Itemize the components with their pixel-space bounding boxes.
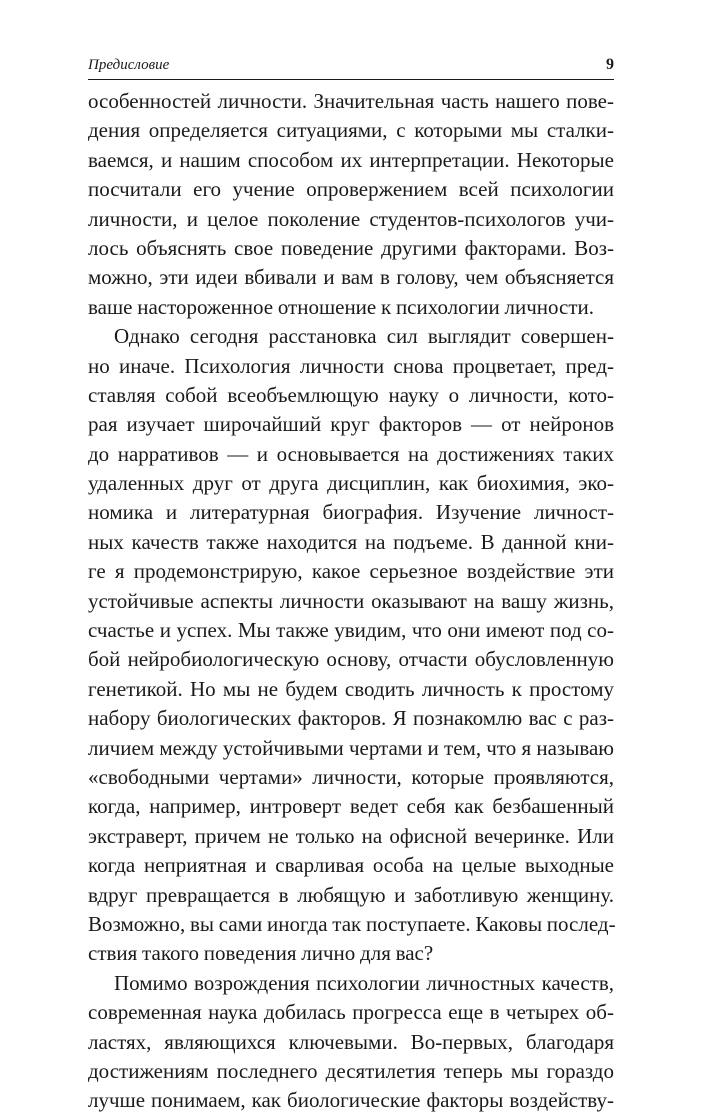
text-line: ваше настороженное отношение к психологии личности. <box>88 294 595 319</box>
text-line: Возможно, вы сами иногда так поступаете. Каковы послед- <box>88 911 616 936</box>
text-line: особенностей личности. Значительная часть нашего пове- <box>88 89 614 113</box>
text-line: вдруг превращается в любящую и заботливую женщину. <box>88 882 614 907</box>
text-line: можно, эти идеи вбивали и вам в голову, чем объясняется <box>88 265 614 290</box>
text-line: когда, например, интроверт ведет себя как безбашенный <box>88 794 614 819</box>
text-line: лучше понимаем, как биологические факторы воздейству- <box>88 1088 614 1113</box>
text-line: когда неприятная и сварливая особа на целые выходные <box>88 853 614 878</box>
text-line: до нарративов — и основывается на достижениях таких <box>88 441 614 466</box>
text-line: бой нейробиологическую основу, отчасти обусловленную <box>88 647 614 672</box>
text-line: лось объяснять свое поведение другими факторами. Воз- <box>88 235 614 260</box>
text-line: ге я продемонстрирую, какое серьезное воздействие эти <box>88 559 614 584</box>
body-text <box>88 87 614 1116</box>
text-line: набору биологических факторов. Я познакомлю вас с раз- <box>88 706 614 731</box>
running-head <box>88 56 614 76</box>
text-line: Помимо возрождения психологии личностных качеств, <box>114 970 614 995</box>
text-line: посчитали его учение опровержением всей психологии <box>88 177 614 202</box>
text-line: генетикой. Но мы не будем сводить личность к простому <box>88 676 614 701</box>
page-number: 9 <box>606 56 614 73</box>
text-line: удаленных друг от друга дисциплин, как биохимия, эко- <box>88 471 614 496</box>
text-line: ластях, являющихся ключевыми. Во-первых, благодаря <box>88 1029 614 1054</box>
text-line: ваемся, и нашим способом их интерпретации. Некоторые <box>88 147 614 172</box>
text-line: «свободными чертами» личности, которые проявляются, <box>88 764 614 789</box>
text-line: счастье и успех. Мы также увидим, что они имеют под со- <box>88 618 614 643</box>
text-line: дения определяется ситуациями, с которыми мы сталки- <box>88 118 614 143</box>
text-line: номика и литературная биография. Изучение личност- <box>88 500 614 525</box>
running-title: Предисловие <box>88 57 170 73</box>
text-line: Однако сегодня расстановка сил выглядит совершен- <box>114 324 614 349</box>
text-line: экстраверт, причем не только на офисной вечеринке. Или <box>88 823 614 848</box>
text-line: личности, и целое поколение студентов-психологов учи- <box>88 206 614 231</box>
text-line: но иначе. Психология личности снова процветает, пред- <box>88 353 614 378</box>
text-line: ставляя собой всеобъемлющую науку о личности, кото- <box>88 382 614 407</box>
text-line: личием между устойчивыми чертами и тем, что я называю <box>88 735 614 760</box>
text-line: достижениям последнего десятилетия теперь мы гораздо <box>88 1058 614 1083</box>
text-line: рая изучает широчайший круг факторов — от нейронов <box>88 412 614 437</box>
text-line: ствия такого поведения лично для вас? <box>88 941 434 966</box>
text-line: современная наука добилась прогресса еще в четырех об- <box>88 1000 614 1025</box>
text-line: устойчивые аспекты личности оказывают на вашу жизнь, <box>88 588 614 613</box>
header-divider <box>88 79 614 80</box>
text-line: ных качеств также находится на подъеме. В данной кни- <box>88 529 614 554</box>
